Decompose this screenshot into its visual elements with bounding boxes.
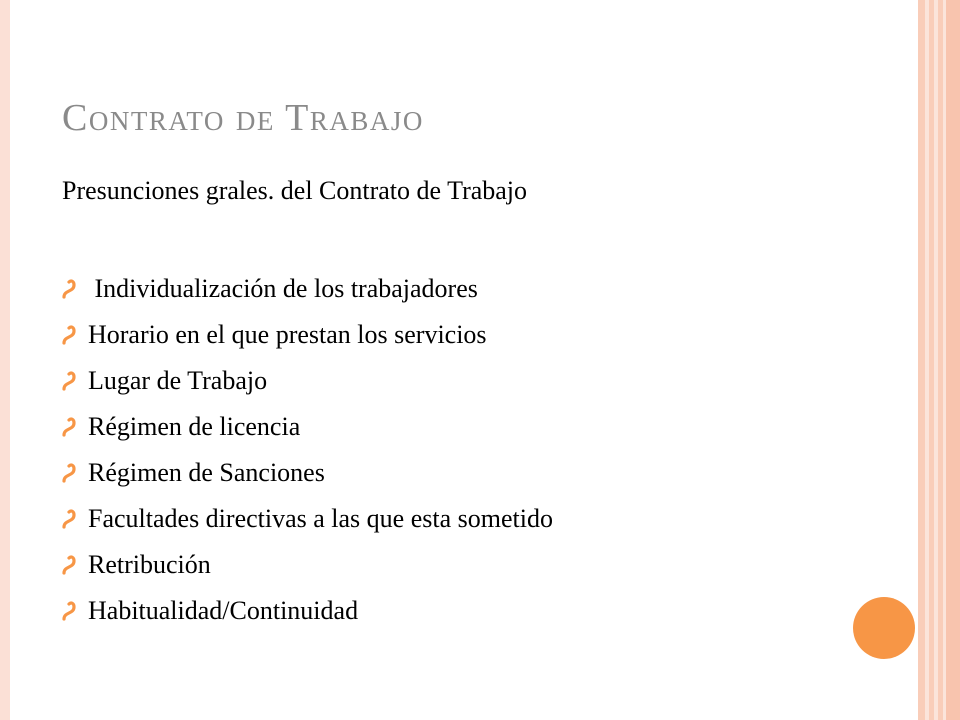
- stripe-1: [918, 0, 925, 720]
- slide-title: Contrato de Trabajo: [62, 97, 424, 139]
- curly-bullet-icon: [60, 276, 80, 302]
- slide-subtitle: Presunciones grales. del Contrato de Trabajo: [62, 176, 528, 205]
- list-item-text: Régimen de licencia: [88, 412, 301, 441]
- list-item: [60, 588, 553, 634]
- curly-bullet-icon: [60, 506, 80, 532]
- list-item-text: Individualización de los trabajadores: [88, 274, 478, 303]
- list-item-text: Habitualidad/Continuidad: [88, 596, 359, 625]
- orange-circle-decoration: [853, 597, 915, 659]
- curly-bullet-icon: [60, 368, 80, 394]
- list-item: [60, 266, 553, 312]
- curly-bullet-icon: [60, 552, 80, 578]
- list-item: [60, 450, 553, 496]
- list-item: [60, 358, 553, 404]
- curly-bullet-icon: [60, 322, 80, 348]
- list-item-text: Facultades directivas a las que esta sometido: [88, 504, 553, 533]
- list-item: [60, 542, 553, 588]
- list-item-text: Régimen de Sanciones: [88, 458, 325, 487]
- curly-bullet-icon: [60, 460, 80, 486]
- list-item-text: Horario en el que prestan los servicios: [88, 320, 487, 349]
- list-item: [60, 404, 553, 450]
- list-item: [60, 312, 553, 358]
- curly-bullet-icon: [60, 414, 80, 440]
- stripe-7: [946, 0, 960, 720]
- right-stripes-decoration: [918, 0, 960, 720]
- curly-bullet-icon: [60, 598, 80, 624]
- list-item-text: Retribución: [88, 550, 211, 579]
- bullet-list: [60, 266, 553, 634]
- left-border-decoration: [0, 0, 10, 720]
- list-item: [60, 496, 553, 542]
- list-item-text: Lugar de Trabajo: [88, 366, 268, 395]
